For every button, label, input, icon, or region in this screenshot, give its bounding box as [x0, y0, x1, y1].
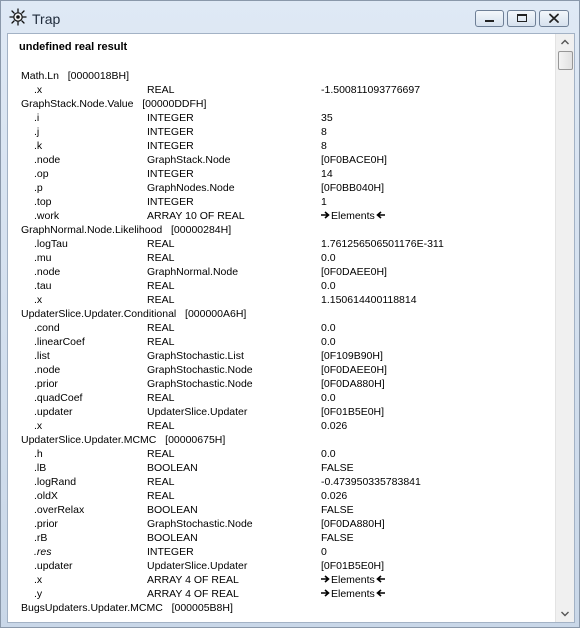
variable-row — [8, 125, 554, 139]
variable-name: .top — [34, 196, 52, 208]
procedure-address: [000005B8H] — [171, 602, 233, 614]
maximize-icon — [508, 11, 535, 26]
variable-value: 0.026 — [321, 490, 348, 502]
variable-value: [0F0BACE0H] — [321, 154, 387, 166]
variable-row — [8, 265, 554, 279]
variable-name: .quadCoef — [34, 392, 83, 404]
variable-row — [8, 181, 554, 195]
variable-type: BOOLEAN — [147, 532, 198, 544]
variable-value: [0F0DA880H] — [321, 378, 385, 390]
variable-value: [0F0DA880H] — [321, 518, 385, 530]
variable-row — [8, 251, 554, 265]
variable-type: REAL — [147, 448, 175, 460]
variable-type: INTEGER — [147, 126, 194, 138]
arrow-left-icon — [375, 588, 385, 600]
chevron-down-icon — [556, 605, 574, 622]
variable-name: .op — [34, 168, 49, 180]
procedure-address: [000000A6H] — [185, 308, 247, 320]
scroll-thumb[interactable] — [558, 51, 573, 70]
variable-value: [0F0BB040H] — [321, 182, 385, 194]
variable-type: REAL — [147, 238, 175, 250]
variable-name: .cond — [34, 322, 60, 334]
variable-type: GraphStochastic.List — [147, 350, 244, 362]
variable-row — [8, 279, 554, 293]
variable-row — [8, 489, 554, 503]
variable-type: REAL — [147, 252, 175, 264]
variable-value: 8 — [321, 126, 327, 138]
arrow-right-icon — [321, 574, 331, 586]
procedure-row — [8, 69, 554, 83]
variable-type: REAL — [147, 322, 175, 334]
variable-type: ARRAY 10 OF REAL — [147, 210, 245, 222]
variable-row — [8, 573, 554, 587]
variable-row — [8, 363, 554, 377]
variable-type: REAL — [147, 336, 175, 348]
variable-name: .x — [34, 420, 43, 432]
variable-name: .prior — [34, 378, 58, 390]
variable-value: [0F0DAEE0H] — [321, 266, 387, 278]
variable-name: .k — [34, 140, 43, 152]
variable-name: .logRand — [34, 476, 77, 488]
variable-value: [0F0DAEE0H] — [321, 364, 387, 376]
variable-value: 0.0 — [321, 280, 336, 292]
procedure-row — [8, 433, 554, 447]
variable-type: ARRAY 4 OF REAL — [147, 588, 239, 600]
procedure-row — [8, 97, 554, 111]
variable-value: FALSE — [321, 532, 354, 544]
variable-name: .tau — [34, 280, 52, 292]
variable-name: .j — [34, 126, 40, 138]
arrow-left-icon — [375, 210, 385, 222]
variable-row — [8, 405, 554, 419]
variable-row — [8, 335, 554, 349]
variable-value: 0.0 — [321, 322, 336, 334]
variable-name: .x — [34, 574, 43, 586]
procedure-name[interactable]: UpdaterSlice.Updater.Conditional [000000A6H] — [21, 308, 247, 320]
variable-type: INTEGER — [147, 196, 194, 208]
variable-row — [8, 349, 554, 363]
procedure-row — [8, 601, 554, 615]
variable-value: -0.473950335783841 — [321, 476, 421, 488]
elements-link[interactable]: Elements — [321, 587, 385, 601]
procedure-address: [00000284H] — [171, 224, 232, 236]
variable-type: INTEGER — [147, 140, 194, 152]
procedure-row — [8, 223, 554, 237]
variable-type: GraphNodes.Node — [147, 182, 235, 194]
variable-type: REAL — [147, 280, 175, 292]
variable-name: .updater — [34, 560, 73, 572]
variable-name: .lB — [34, 462, 47, 474]
procedure-address: [00000DDFH] — [142, 98, 207, 110]
procedure-name[interactable]: GraphNormal.Node.Likelihood [00000284H] — [21, 224, 232, 236]
variable-row — [8, 111, 554, 125]
variable-type: GraphStack.Node — [147, 154, 231, 166]
variable-row — [8, 167, 554, 181]
trap-document — [7, 33, 575, 623]
variable-type: BOOLEAN — [147, 462, 198, 474]
variable-value: 8 — [321, 140, 327, 152]
procedure-name[interactable]: BugsUpdaters.Updater.MCMC [000005B8H] — [21, 602, 233, 614]
procedure-name[interactable]: UpdaterSlice.Updater.MCMC [00000675H] — [21, 434, 226, 446]
variable-type: REAL — [147, 392, 175, 404]
variable-type: ARRAY 4 OF REAL — [147, 574, 239, 586]
variable-row — [8, 545, 554, 559]
variable-type: BOOLEAN — [147, 504, 198, 516]
variable-value: 0.0 — [321, 392, 336, 404]
variable-name: .y — [34, 588, 43, 600]
bug-icon — [9, 8, 27, 26]
trap-heading: undefined real result — [19, 41, 128, 53]
procedure-name[interactable]: Math.Ln [0000018BH] — [21, 70, 130, 82]
variable-name: .p — [34, 182, 43, 194]
variable-value: FALSE — [321, 504, 354, 516]
variable-name: .res — [34, 546, 52, 558]
variable-name: .mu — [34, 252, 52, 264]
variable-name: .h — [34, 448, 43, 460]
window-title: Trap — [32, 11, 61, 27]
variable-row — [8, 209, 554, 223]
variable-row — [8, 153, 554, 167]
variable-type: UpdaterSlice.Updater — [147, 406, 248, 418]
minimize-button[interactable] — [475, 10, 504, 27]
variable-value: 1.761256506501176E-311 — [321, 238, 444, 250]
variable-row — [8, 461, 554, 475]
arrow-right-icon — [321, 210, 331, 222]
variable-value: 0 — [321, 546, 327, 558]
variable-type: REAL — [147, 476, 175, 488]
title-bar[interactable] — [1, 1, 579, 33]
variable-row — [8, 531, 554, 545]
variable-row — [8, 237, 554, 251]
variable-type: INTEGER — [147, 168, 194, 180]
minimize-icon — [476, 11, 503, 26]
variable-value: 1 — [321, 196, 327, 208]
variable-name: .x — [34, 84, 43, 96]
variable-type: REAL — [147, 294, 175, 306]
variable-row — [8, 293, 554, 307]
variable-name: .work — [34, 210, 60, 222]
trap-content — [8, 34, 554, 622]
variable-row — [8, 419, 554, 433]
close-icon — [540, 11, 568, 26]
variable-type: INTEGER — [147, 112, 194, 124]
variable-name: .x — [34, 294, 43, 306]
variable-name: .prior — [34, 518, 58, 530]
variable-row — [8, 559, 554, 573]
variable-type: GraphStochastic.Node — [147, 364, 253, 376]
variable-value: [0F01B5E0H] — [321, 406, 385, 418]
elements-link[interactable]: Elements — [321, 209, 385, 223]
scroll-up-button[interactable] — [556, 34, 574, 51]
procedure-address: [00000675H] — [165, 434, 226, 446]
scroll-down-button[interactable] — [556, 605, 574, 622]
variable-type: REAL — [147, 490, 175, 502]
variable-type: REAL — [147, 84, 175, 96]
variable-name: .linearCoef — [34, 336, 85, 348]
variable-value: FALSE — [321, 462, 354, 474]
variable-row — [8, 83, 554, 97]
variable-name: .node — [34, 154, 61, 166]
variable-row — [8, 139, 554, 153]
variable-name: .node — [34, 266, 61, 278]
variable-name: .list — [34, 350, 50, 362]
variable-type: GraphStochastic.Node — [147, 518, 253, 530]
procedure-row — [8, 307, 554, 321]
variable-name: .oldX — [34, 490, 58, 502]
close-button[interactable] — [539, 10, 569, 27]
variable-row — [8, 391, 554, 405]
variable-row — [8, 321, 554, 335]
variable-row — [8, 377, 554, 391]
variable-name: .i — [34, 112, 40, 124]
chevron-up-icon — [556, 34, 574, 51]
variable-row — [8, 517, 554, 531]
maximize-button[interactable] — [507, 10, 536, 27]
variable-name: .overRelax — [34, 504, 85, 516]
variable-value: 0.0 — [321, 336, 336, 348]
variable-value: 14 — [321, 168, 333, 180]
variable-value: 0.0 — [321, 448, 336, 460]
variable-row — [8, 587, 554, 601]
elements-link[interactable]: Elements — [321, 573, 385, 587]
variable-type: INTEGER — [147, 546, 194, 558]
variable-name: .logTau — [34, 238, 68, 250]
variable-value: 0.0 — [321, 252, 336, 264]
vertical-scrollbar[interactable] — [555, 34, 574, 622]
procedure-address: [0000018BH] — [67, 70, 130, 82]
variable-row — [8, 195, 554, 209]
variable-value: 1.150614400118814 — [321, 294, 417, 306]
variable-value: -1.500811093776697 — [321, 84, 421, 96]
procedure-name[interactable]: GraphStack.Node.Value [00000DDFH] — [21, 98, 207, 110]
variable-type: GraphStochastic.Node — [147, 378, 253, 390]
variable-value: [0F109B90H] — [321, 350, 383, 362]
variable-name: .rB — [34, 532, 48, 544]
variable-row — [8, 447, 554, 461]
variable-value: 0.026 — [321, 420, 348, 432]
variable-type: GraphNormal.Node — [147, 266, 239, 278]
variable-row — [8, 503, 554, 517]
variable-type: REAL — [147, 420, 175, 432]
arrow-left-icon — [375, 574, 385, 586]
variable-value: 35 — [321, 112, 333, 124]
variable-name: .updater — [34, 406, 73, 418]
variable-name: .node — [34, 364, 61, 376]
variable-row — [8, 475, 554, 489]
variable-value: [0F01B5E0H] — [321, 560, 385, 572]
arrow-right-icon — [321, 588, 331, 600]
variable-type: UpdaterSlice.Updater — [147, 560, 248, 572]
